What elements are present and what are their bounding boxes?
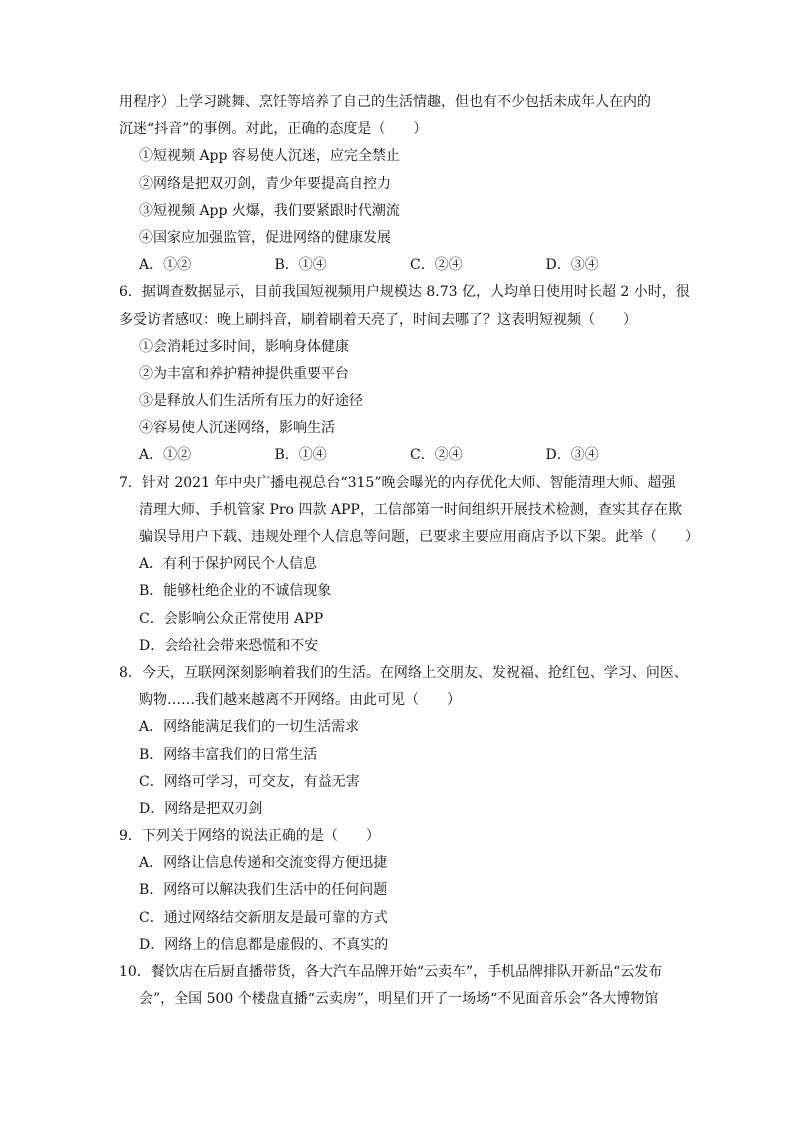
answer-option-b[interactable]: B．网络可以解决我们生活中的任何问题 (139, 882, 388, 899)
question-stem-line: 9．下列关于网络的说法正确的是（ ） (119, 828, 380, 845)
question-stem-line: 多受访者感叹：晚上刷抖音，刷着刷着天亮了，时间去哪了？这表明短视频（ ） (119, 311, 637, 328)
statement-item: ②为丰富和养护精神提供重要平台 (139, 365, 349, 382)
answer-option-b[interactable]: B．①④ (274, 447, 327, 464)
question-5 (119, 89, 681, 279)
answer-option-a[interactable]: A．①② (139, 447, 192, 464)
statement-item: ①会消耗过多时间，影响身体健康 (139, 338, 349, 355)
answer-option-c[interactable]: C．通过网络结交新朋友是最可靠的方式 (139, 909, 388, 926)
answer-option-c[interactable]: C．会影响公众正常使用 APP (139, 610, 324, 627)
question-stem-line: 10．餐饮店在后厨直播带货，各大汽车品牌开始“云卖车”，手机品牌排队开新品“云发布 (119, 964, 663, 980)
answer-option-a[interactable]: A．网络让信息传递和交流变得方便迅捷 (139, 855, 388, 872)
answer-option-d[interactable]: D．网络上的信息都是虚假的、不真实的 (139, 936, 389, 953)
question-stem-line: 清理大师、手机管家 Pro 四款 APP，工信部第一时间组织开展技术检测，查实其存在欺 (139, 501, 682, 518)
question-stem-line: 6．据调查数据显示，目前我国短视频用户规模达 8.73 亿，人均单日使用时长超 2 小时，很 (119, 284, 690, 301)
answer-option-c[interactable]: C．②④ (410, 257, 463, 274)
answer-option-a[interactable]: A．网络能满足我们的一切生活需求 (139, 719, 360, 736)
question-stem-line: 沉迷“抖音”的事例。对此，正确的态度是（ ） (119, 121, 428, 138)
answer-option-d[interactable]: D．③④ (545, 257, 599, 274)
answer-option-d[interactable]: D．会给社会带来恐慌和不安 (139, 637, 319, 654)
question-stem-line: 8．今天，互联网深刻影响着我们的生活。在网络上交朋友、发祝福、抢红包、学习、问医、 (119, 664, 688, 681)
answer-option-a[interactable]: A．①② (139, 257, 192, 274)
answer-option-b[interactable]: B．①④ (274, 257, 327, 274)
answer-option-a[interactable]: A．有利于保护网民个人信息 (139, 556, 318, 573)
statement-item: ①短视频 App 容易使人沉迷，应完全禁止 (139, 148, 400, 165)
question-stem-line: 会”，全国 500 个楼盘直播“云卖房”，明星们开了一场场“不见面音乐会”各大博物馆 (139, 991, 659, 1008)
statement-item: ③短视频 App 火爆，我们要紧跟时代潮流 (139, 202, 400, 219)
answer-option-b[interactable]: B．能够杜绝企业的不诚信现象 (139, 583, 332, 600)
question-10 (119, 959, 681, 1013)
answer-option-c[interactable]: C．②④ (410, 447, 463, 464)
question-8 (119, 660, 688, 823)
answer-options-row (119, 252, 681, 279)
question-7 (119, 470, 699, 660)
statement-item: ④国家应加强监管，促进网络的健康发展 (139, 229, 391, 246)
statement-item: ②网络是把双刃剑，青少年要提高自控力 (139, 175, 391, 192)
question-stem-line: 7．针对 2021 年中央广播电视总台“315”晚会曝光的内存优化大师、智能清理大师、超强 (119, 474, 676, 491)
statement-item: ④容易使人沉迷网络，影响生活 (139, 420, 335, 437)
answer-option-d[interactable]: D．网络是把双刃剑 (139, 800, 263, 817)
statement-item: ③是释放人们生活所有压力的好途径 (139, 393, 363, 410)
question-stem-line: 购物……我们越来越离不开网络。由此可见（ ） (139, 692, 461, 709)
answer-options-row (119, 442, 681, 469)
question-stem-line: 骗误导用户下载、违规处理个人信息等问题，已要求主要应用商店予以下架。此举（ ） (139, 529, 699, 545)
question-6 (119, 279, 690, 469)
answer-option-b[interactable]: B．网络丰富我们的日常生活 (139, 746, 318, 763)
answer-option-c[interactable]: C．网络可学习，可交友，有益无害 (139, 773, 360, 790)
answer-option-d[interactable]: D．③④ (545, 447, 599, 464)
question-list (119, 89, 699, 1013)
question-stem-line: 用程序）上学习跳舞、烹饪等培养了自己的生活情趣，但也有不少包括未成年人在内的 (119, 94, 651, 110)
question-9 (119, 823, 681, 959)
